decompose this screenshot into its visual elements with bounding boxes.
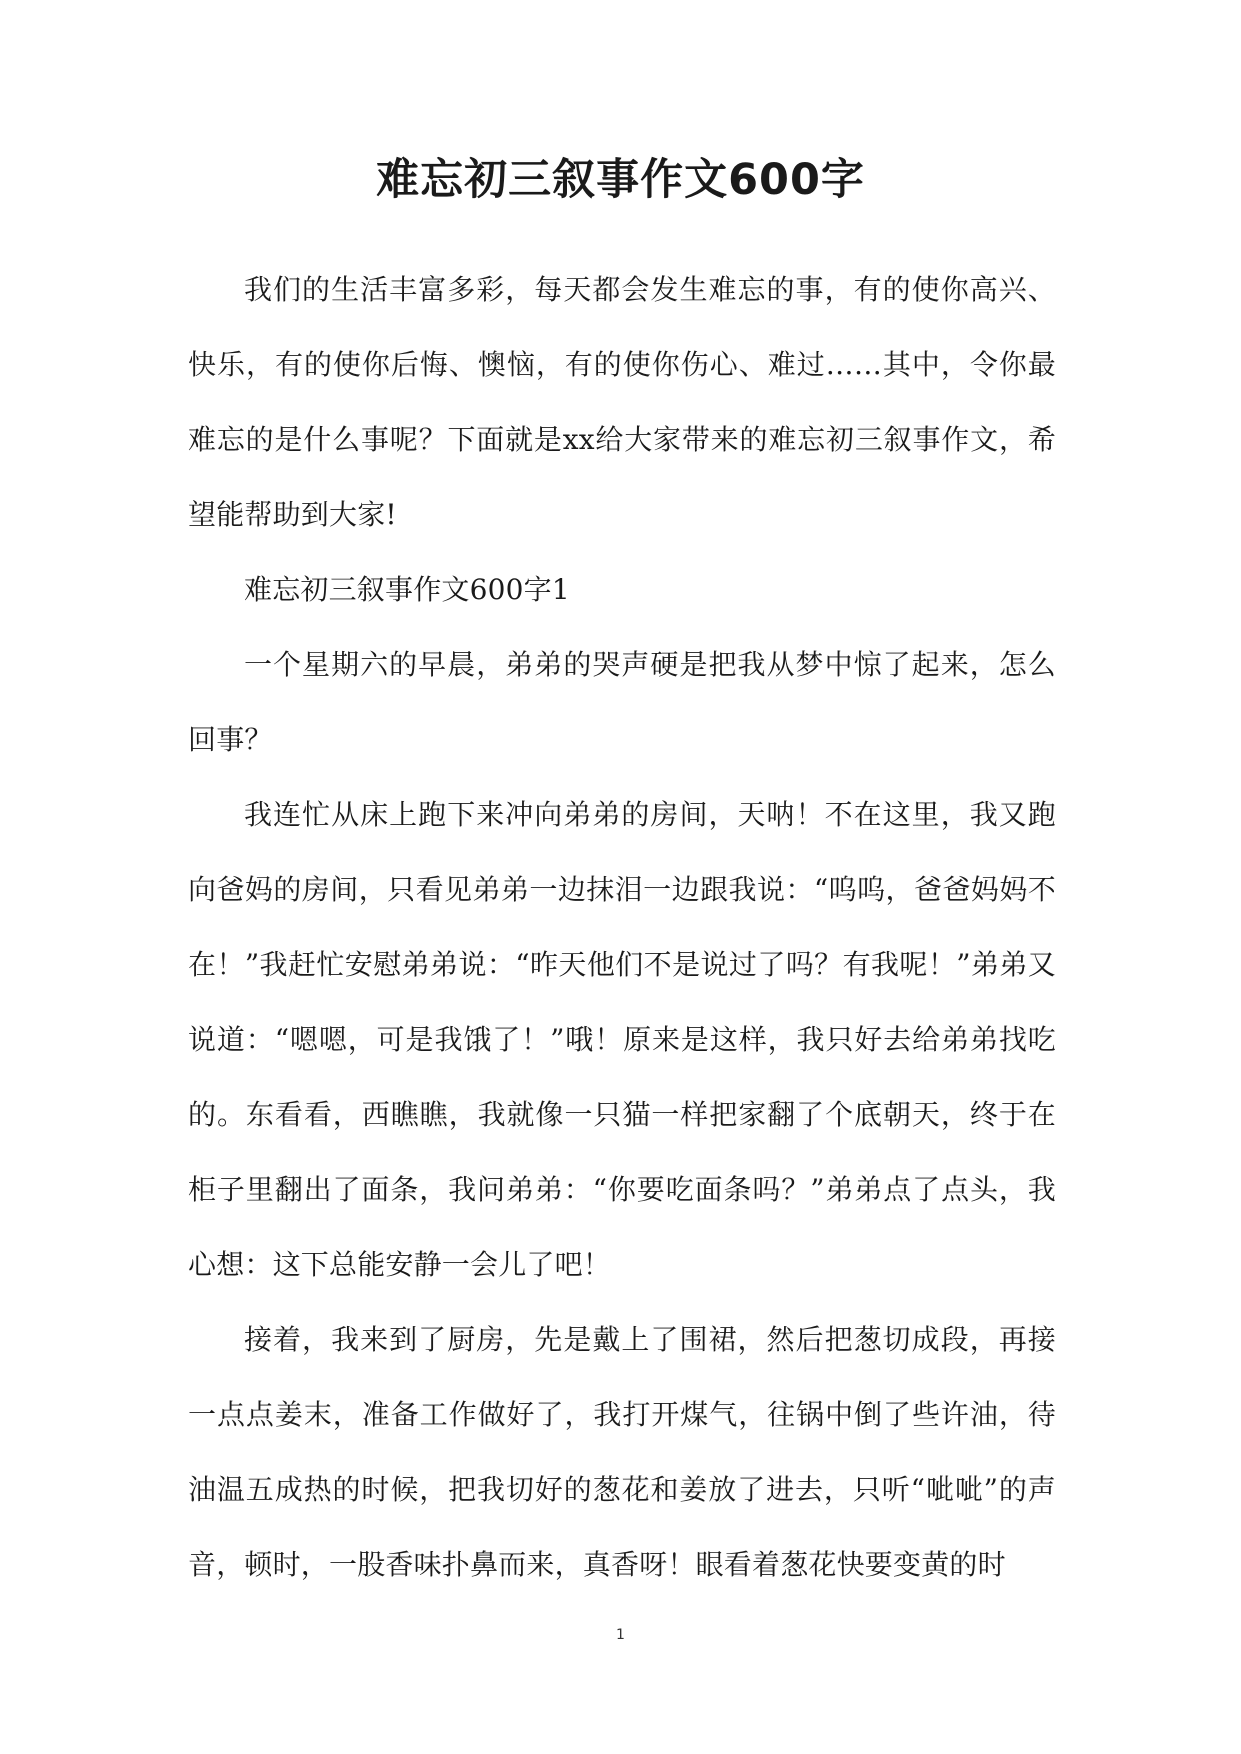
paragraph-intro: 我们的生活丰富多彩，每天都会发生难忘的事，有的使你高兴、快乐，有的使你后悔、懊恼，有的使你伤心、难过……其中，令你最难忘的是什么事呢？下面就是xx给大家带来的难忘初三叙事作文，希望能帮助到大家! [188,273,1056,531]
paragraph: 一个星期六的早晨，弟弟的哭声硬是把我从梦中惊了起来，怎么回事？ [188,648,1056,756]
document-title: 难忘初三叙事作文600字 [376,155,865,205]
page-number: 1 [616,1627,625,1643]
paragraph: 接着，我来到了厨房，先是戴上了围裙，然后把葱切成段，再接一点点姜末，准备工作做好了，我打开煤气，往锅中倒了些许油，待油温五成热的时候，把我切好的葱花和姜放了进去，只听“呲呲”的声音，顿时，一股香味扑鼻而来，真香呀！眼看着葱花快要变黄的时 [188,1323,1056,1581]
paragraph-subtitle: 难忘初三叙事作文600字1 [244,573,570,606]
paragraph: 我连忙从床上跑下来冲向弟弟的房间，天呐！不在这里，我又跑向爸妈的房间，只看见弟弟一边抹泪一边跟我说：“呜呜，爸爸妈妈不在！”我赶忙安慰弟弟说：“昨天他们不是说过了吗？有我呢！”弟弟又说道：“嗯嗯，可是我饿了！”哦！原来是这样，我只好去给弟弟找吃的。东看看，西瞧瞧，我就像一只猫一样把家翻了个底朝天，终于在柜子里翻出了面条，我问弟弟：“你要吃面条吗？”弟弟点了点头，我心想：这下总能安静一会儿了吧！ [188,798,1056,1281]
document-body [188,252,1056,1602]
